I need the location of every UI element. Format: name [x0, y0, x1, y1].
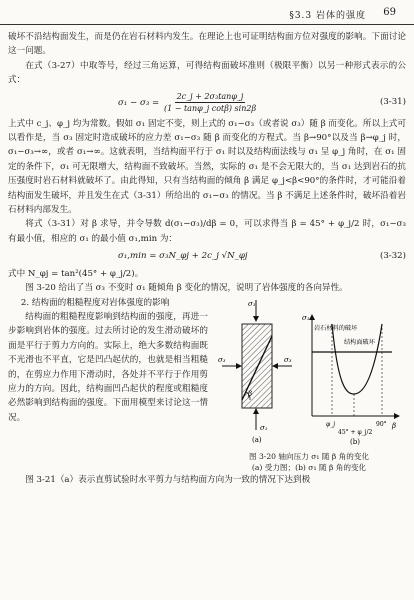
- x-axis-arrowhead: [394, 413, 400, 419]
- eq31-lhs: σ₁ − σ₃ =: [118, 97, 160, 108]
- sigma3-left-arrowhead: [236, 363, 242, 369]
- tick-90: 90°: [376, 420, 387, 428]
- equation-definition: 式中 N_φj = tan²(45° + φ_j/2)。: [8, 268, 144, 279]
- figure-3-20: [214, 296, 404, 473]
- sigma1-bottom-label: σ₁: [260, 423, 268, 432]
- eq32-number: (3-32): [379, 251, 406, 262]
- page-header: [0, 6, 414, 25]
- label-b: (b): [350, 437, 360, 446]
- tick-phi: φ_j: [326, 420, 336, 428]
- beta-label: β: [248, 389, 253, 398]
- paragraph-6: 结构面的粗糙程度影响到结构面的强度，再进一步影响到岩体的强度。过去所讨论的发生滑动破坏的面是平行于剪力方向的。实际上，绝大多数结构面既不光滑也不平直，它是凹凸起伏的，也就是相当粗糙的，在剪应力作用下滑动时，各处并不平行于作用剪应力的方向。因此，结构面凹凸起伏的程度或粗糙度必然影响到结构面的强度。下面用模型来讨论这一情况。: [8, 311, 208, 423]
- specimen-diagram: [218, 300, 292, 444]
- eq32-text: σ₁,min = σ₃N_φj + 2c_j √N_φj: [118, 251, 248, 262]
- sigma1-top-label: σ₁: [248, 299, 256, 308]
- paragraph-4: 将式（3-31）对 β 求导，并令导数 d(σ₁−σ₃)/dβ = 0，可以求得当 β = 45° + φ_j/2 时，σ₁−σ₃ 有最小值，相应的 σ₁ 的最小值 σ₁,min 为：: [8, 219, 406, 244]
- sigma1-top-arrowhead: [253, 316, 259, 322]
- subsection-title: 2. 结构面的粗糙程度对岩体强度的影响: [20, 297, 170, 308]
- paragraph-3: 上式中 c_j、φ_j 均为常数。假如 σ₁ 固定不变，则上式的 σ₁−σ₃（或者说 σ₃）随 β 而变化。所以上式可以看作是，当 σ₃ 固定时造成破坏的应力差 σ₁−σ₃ 随 β 而变化的方程式。当 β→90°以及当 β→φ_j 时，σ₁−σ₃→∞，或者 σ₁→∞。这就表明，当结构面平行于 σ₁ 时以及结构面法线与 σ₁ 呈 φ_j 角时，在 σ₁ 固定的条件下，σ₁ 可无限增大，结构面不致破坏。当然，实际的 σ₁ 是不会无限大的，当 σ₁ 达到岩石的抗压强度时岩石材料就破坏了。由此得知，只有当结构面的倾角 β 满足 φ_j<β<90°的条件时，才可能沿着结构面发生破坏，并且发生在式（3-31）所给出的 σ₁−σ₃ 的情况。当 β 不满足上述条件时，破坏沿着岩石材料内部发生。: [8, 118, 406, 216]
- sigma3-right-arrowhead: [272, 363, 278, 369]
- joint-failure-label: 结构面破坏: [344, 338, 375, 346]
- sigma3-left-label: σ₃: [218, 355, 226, 364]
- joint-failure-curve: [332, 324, 382, 394]
- equation-3-32: [8, 249, 406, 263]
- y-axis-label: σ₁: [302, 313, 310, 322]
- equation-3-31: [8, 91, 406, 114]
- eq31-numerator: 2c_j + 2σ₃tanφ_j: [176, 91, 244, 101]
- eq31-fraction: [162, 91, 258, 114]
- paragraph-7: 图 3-21（a）表示直剪试验时水平剪力与结构面方向为一致的情况下达到极: [25, 474, 311, 485]
- page-body: [8, 30, 406, 487]
- tick-45: 45° + φ_j/2: [338, 428, 373, 436]
- sigma3-right-label: σ₃: [284, 355, 292, 364]
- sigma1-beta-graph: [302, 314, 400, 446]
- rock-failure-label: 岩石材料的破坏: [314, 324, 358, 332]
- figure-caption-title: 图 3-20 轴向压力 σ₁ 随 β 角的变化: [248, 451, 370, 461]
- two-column-section: [8, 296, 406, 473]
- eq31-number: (3-31): [379, 96, 406, 107]
- x-axis-label: β: [392, 421, 397, 430]
- eq31-denominator: (1 − tanφ_j cotβ) sin2β: [163, 103, 257, 113]
- y-axis-arrowhead: [309, 314, 315, 320]
- left-column-text: [8, 296, 208, 473]
- paragraph-1: 破坏不沿结构面发生，而是仍在岩石材料内发生。在理论上也可证明结构面方位对强度的影响。下面讨论这一问题。: [8, 32, 406, 57]
- figure-3-20-drawing: [214, 296, 404, 446]
- page-number: 69: [383, 7, 396, 18]
- paragraph-5: 图 3-20 给出了当 σ₃ 不变时 σ₁ 随倾角 β 变化的情况，说明了岩体强度的各向异性。: [25, 283, 348, 294]
- rock-specimen: [242, 324, 272, 408]
- label-a: (a): [252, 435, 262, 444]
- sigma1-bottom-arrowhead: [253, 408, 259, 414]
- figure-caption-sub: (a) 受力图；(b) σ₁ 随 β 角的变化: [251, 462, 367, 472]
- section-title: §3.3 岩体的强度: [289, 11, 366, 21]
- paragraph-2: 在式（3-27）中取等号，经过三角运算，可得结构面破坏准则（极限平衡）以另一种形式表示的公式：: [8, 60, 406, 86]
